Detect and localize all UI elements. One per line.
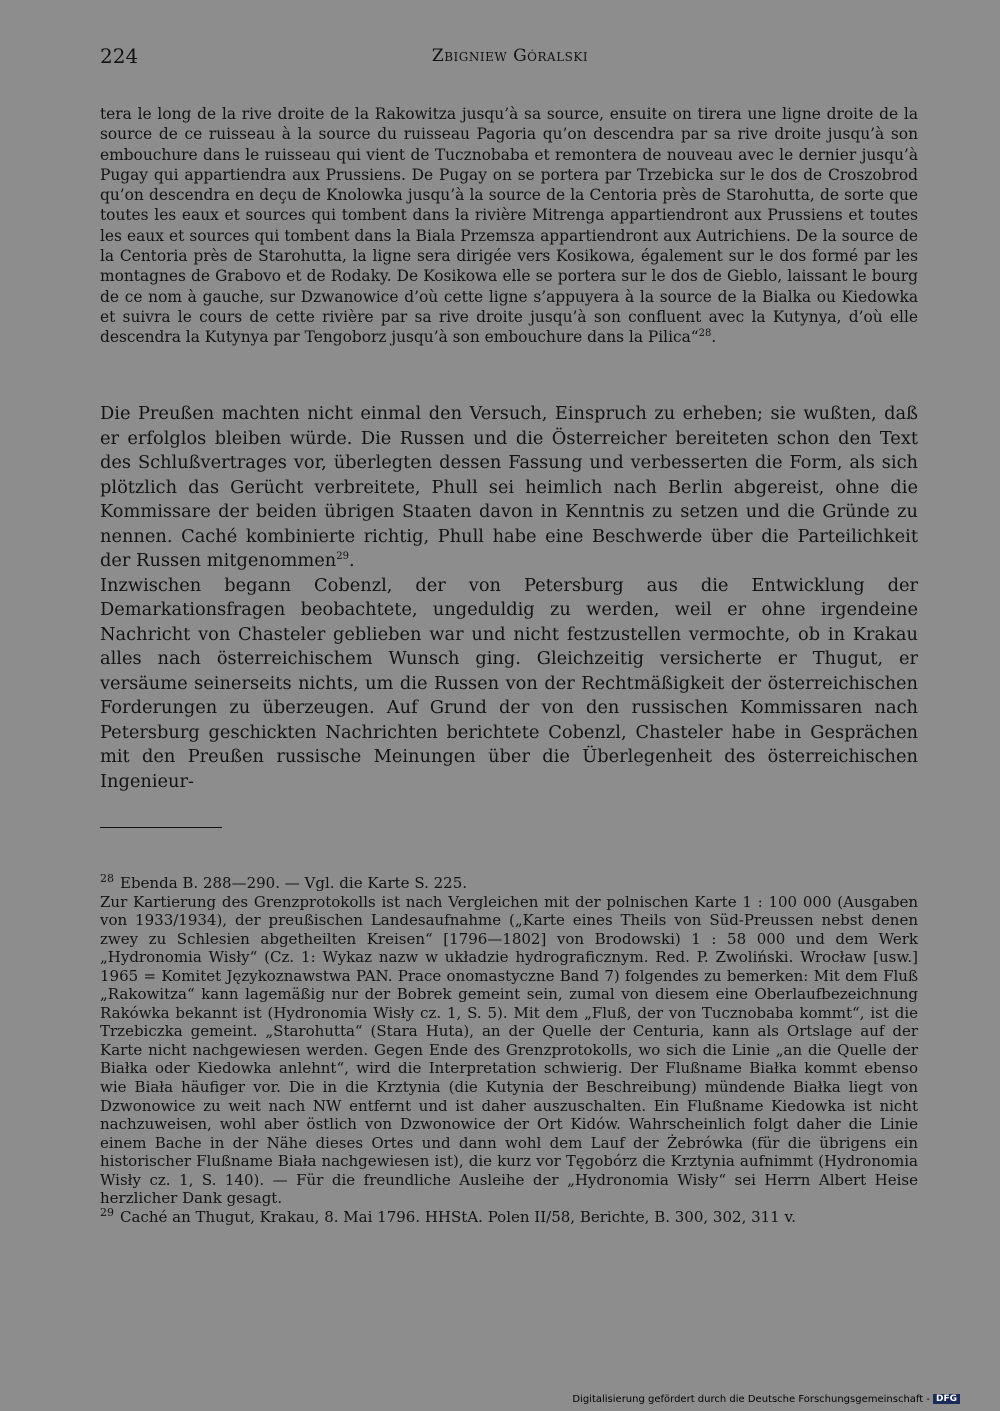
page-header — [100, 44, 920, 74]
body-paragraph-2: Inzwischen begann Cobenzl, der von Petersburg aus die Entwicklung der Demarkationsfragen beobachtete, ungeduldig zu werden, weil er ohne irgendeine Nachricht von Chasteler geblieben war und nicht festzustellen vermochte, ob in Krakau alles nach österreichischem Wunsch ging. Gleichzeitig versicherte er Thugut, er versäume seinerseits nichts, um die Russen von der Rechtmäßigkeit der österreichischen Forderungen zu überzeugen. Auf Grund der von den russischen Kommissaren nach Petersburg geschickten Nachrichten berichtete Cobenzl, Chasteler habe in Gesprächen mit den Preußen russische Meinungen über die Überlegenheit des österreichischen Ingenieur- — [100, 574, 918, 792]
quote-paragraph — [100, 104, 918, 348]
footnote-ref-29[interactable]: 29 — [336, 551, 349, 563]
dfg-logo-icon: DFG — [933, 1394, 960, 1404]
footnote-28-text: Zur Kartierung des Grenzprotokolls ist nach Vergleichen mit der polnischen Karte 1 : 100 000 (Ausgaben von 1933/1934), der preußischen Landesaufnahme („Karte eines Theils von Süd-Preussen nebst denen zwey zu Schlesien abgetheilten Kreisen“ [1796—1802] von Brodowski) 1 : 58 000 und dem Werk „Hydronomia Wisły“ (Cz. 1: Wykaz nazw w układzie hydrograficznym. Red. P. Zwoliński. Wrocław [usw.] 1965 = Komitet Językoznawstwa PAN. Prace onomastyczne Band 7) folgendes zu bemerken: Mit dem Fluß „Rakowitza“ kann lagemäßig nur der Bobrek gemeint sein, zumal von diesem eine Oberlaufbezeichnung Rakówka bekannt ist (Hydronomia Wisły cz. 1, S. 5). Mit dem „Fluß, der von Tucznobaba kommt“, ist die Trzebiczka gemeint. „Starohutta“ (Stara Huta), an der Quelle der Centuria, kann als Ortslage auf der Karte nicht nachgewiesen werden. Gegen Ende des Grenzprotokolls, wo sich die Linie „an die Quelle der Białka oder Kiedowka anlehnt“, wird die Interpretation schwierig. Der Flußname Białka kommt ebenso wie Biała häufiger vor. Die in die Krztynia (die Kutynia der Beschreibung) mündende Białka liegt von Dzwonowice zu weit nach NW entfernt und ist daher auszuschalten. Ein Flußname Kiedowka ist nicht nachzuweisen, wohl aber östlich von Dzwonowice der Ort Kidów. Wahrscheinlich folgt daher die Linie einem Bache in der Nähe dieses Ortes und dann wohl dem Lauf der Żebrówka (für die übrigens ein historischer Flußname Biała nachgewiesen ist), die kurz vor Tęgobórz die Krztynia aufnimmt (Hydronomia Wisły cz. 1, S. 140). — Für die freundliche Ausleihe der „Hydronomia Wisły“ sei Herrn Albert Heise herzlicher Dank gesagt. — [100, 892, 918, 1208]
footnotes — [100, 874, 918, 1226]
footnote-28-line1: Ebenda B. 288—290. — Vgl. die Karte S. 225. — [120, 874, 468, 892]
quote-end: . — [711, 328, 717, 347]
body-paragraph-1-end: . — [348, 550, 355, 571]
quoted-protocol — [100, 104, 918, 348]
footnote-divider — [100, 827, 222, 828]
quote-text: tera le long de la rive droite de la Rakowitza jusqu’à sa source, ensuite on tirera une ligne droite de la source de ce ruisseau à la source du ruisseau Pagoria qu’on descendra par sa rive droite jusqu’à son embouchure dans le ruisseau qui vient de Tucznobaba et remontera de nouveau avec le dernier jusqu’à Pugay qui appartiendra aux Prussiens. De Pugay on se portera par Trzebicka sur le dos de Croszobrod qu’on descendra en deçu de Knolowka jusqu’à la source de la Centoria près de Starohutta, de sorte que toutes les eaux et sources qui tombent dans la rivière Mitrenga appartiendront aux Prussiens et toutes les eaux et sources qui tombent dans la Biala Przemsza appartiendront aux Autrichiens. De la source de la Centoria près de Starohutta, la ligne sera dirigée vers Kosikowa, également sur le dos formé par les montagnes de Grabovo et de Rodaky. De Kosikowa elle se portera sur le dos de Gieblo, laissant le bourg de ce nom à gauche, sur Dzwanowice d’où cette ligne s’appuyera à la source de la Bialka ou Kiedowka et suivra le cours de cette rivière par sa rive droite jusqu’à son confluent avec la Kutynya, d’où elle descendra la Kutynya par Tengoborz jusqu’à son embouchure dans la Pilica“ — [100, 105, 918, 347]
footnote-29-text: Caché an Thugut, Krakau, 8. Mai 1796. HHStA. Polen II/58, Berichte, B. 300, 302, 311 v. — [120, 1207, 796, 1226]
footnote-28-number: 28 — [100, 872, 114, 885]
footnote-28-first-line — [100, 874, 918, 893]
digitization-note: Digitalisierung gefördert durch die Deutsche Forschungsgemeinschaft - — [572, 1394, 930, 1405]
body-paragraph-1 — [100, 402, 918, 574]
body-paragraph-1-text: Die Preußen machten nicht einmal den Versuch, Einspruch zu erheben; sie wußten, daß er erfolglos bleiben würde. Die Russen und die Österreicher bereiteten schon den Text des Schlußvertrages vor, überlegten dessen Fassung und verbesserten die Form, als sich plötzlich das Gerücht verbreitete, Phull sei heimlich nach Berlin abgereist, ohne die Kommissare der beiden übrigen Staaten davon in Kenntnis zu setzen und die Gründe zu nennen. Caché kombinierte richtig, Phull habe eine Beschwerde über die Parteilichkeit der Russen mitgenommen — [100, 403, 918, 571]
footnote-29-number: 29 — [100, 1205, 114, 1219]
main-text — [100, 402, 918, 794]
footnote-29 — [100, 1205, 918, 1227]
digitization-footer — [572, 1394, 960, 1405]
page-number: 224 — [100, 44, 139, 68]
footnote-ref-28[interactable]: 28 — [698, 328, 712, 340]
running-head: Zbigniew Góralski — [431, 46, 589, 66]
